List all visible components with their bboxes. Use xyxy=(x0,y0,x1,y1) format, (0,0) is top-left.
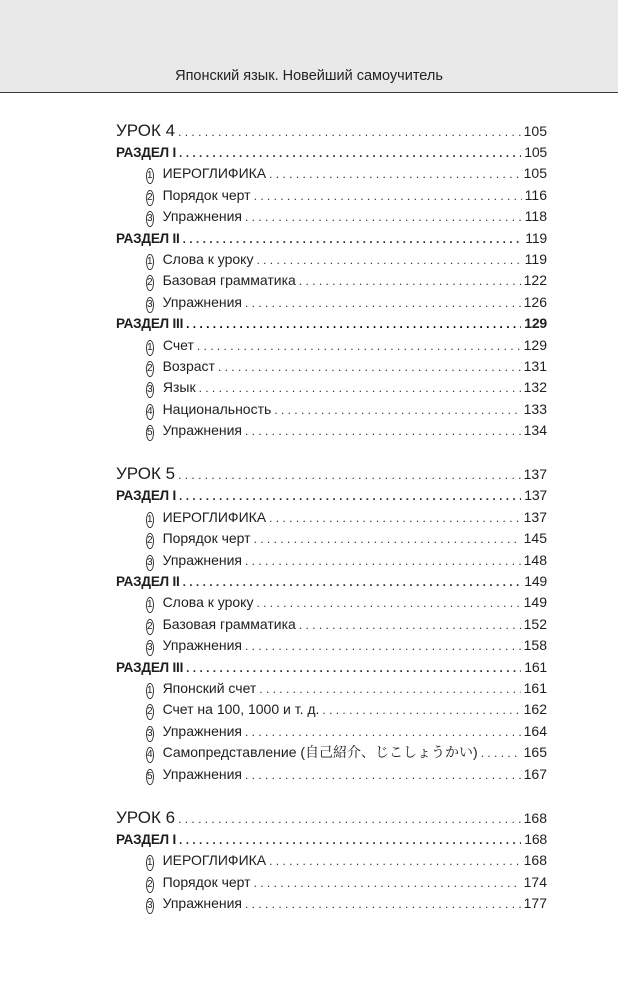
toc-item-row[interactable] xyxy=(116,249,547,270)
toc-section-row[interactable] xyxy=(116,571,547,592)
toc-entry-label: ИЕРОГЛИФИКА xyxy=(163,850,270,871)
toc-entry-label: РАЗДЕЛ III xyxy=(116,657,186,678)
dot-leader xyxy=(269,850,521,871)
dot-leader xyxy=(269,507,521,528)
toc-item-row[interactable] xyxy=(116,399,547,420)
toc-entry-label: РАЗДЕЛ II xyxy=(116,571,183,592)
toc-item-row[interactable] xyxy=(116,893,547,914)
toc-entry-label: Упражнения xyxy=(163,764,245,785)
dot-leader xyxy=(299,270,521,291)
toc-item-row[interactable] xyxy=(116,872,547,893)
dot-leader xyxy=(245,893,521,914)
toc-item-row[interactable] xyxy=(116,742,547,763)
dot-leader xyxy=(186,313,521,334)
dot-leader xyxy=(197,335,521,356)
toc-section-row[interactable] xyxy=(116,228,547,249)
item-number-badge: 1 xyxy=(146,168,154,184)
dot-leader xyxy=(322,699,520,720)
toc-page-number: 158 xyxy=(523,637,547,654)
toc-entry-label: Язык xyxy=(163,377,199,398)
toc-gap xyxy=(116,441,547,462)
toc-item-row[interactable] xyxy=(116,292,547,313)
item-number-badge: 4 xyxy=(146,404,154,420)
toc-page-number: 133 xyxy=(523,400,547,417)
dot-leader xyxy=(183,571,522,592)
toc-page-number: 122 xyxy=(523,272,547,289)
toc-page-number: 174 xyxy=(523,873,547,890)
toc-entry-label: РАЗДЕЛ I xyxy=(116,485,179,506)
toc-item-row[interactable] xyxy=(116,550,547,571)
toc-entry-label: УРОК 5 xyxy=(116,462,178,485)
dot-leader xyxy=(179,142,521,163)
toc-item-row[interactable] xyxy=(116,528,547,549)
item-number-badge: 2 xyxy=(146,361,154,377)
toc-item-row[interactable] xyxy=(116,206,547,227)
dot-leader xyxy=(254,185,522,206)
item-number-badge: 1 xyxy=(146,254,154,270)
item-number-badge: 2 xyxy=(146,619,154,635)
toc-item-row[interactable] xyxy=(116,764,547,785)
toc-item-row[interactable] xyxy=(116,614,547,635)
toc-entry-label: Слова к уроку xyxy=(163,592,257,613)
toc-page-number: 126 xyxy=(523,293,547,310)
toc-page-number: 131 xyxy=(523,357,547,374)
item-number-badge: 2 xyxy=(146,704,154,720)
running-title: Японский язык. Новейший самоучитель xyxy=(175,68,443,84)
dot-leader xyxy=(178,463,521,484)
dot-leader xyxy=(254,872,521,893)
toc-entry-label: Порядок черт xyxy=(163,528,254,549)
toc-page-number: 137 xyxy=(524,487,547,504)
toc-page-number: 129 xyxy=(523,336,547,353)
toc-section-row[interactable] xyxy=(116,485,547,506)
toc-entry-label: Базовая грамматика xyxy=(163,270,299,291)
toc-page-number: 164 xyxy=(523,722,547,739)
toc-entry-label: УРОК 4 xyxy=(116,119,178,142)
toc-page-number: 105 xyxy=(523,123,547,139)
dot-leader xyxy=(274,399,520,420)
toc-lesson-row[interactable] xyxy=(116,806,547,829)
toc-page-number: 168 xyxy=(523,809,547,826)
dot-leader xyxy=(259,678,520,699)
toc-entry-label: РАЗДЕЛ I xyxy=(116,142,179,163)
dot-leader xyxy=(245,764,521,785)
toc-item-row[interactable] xyxy=(116,592,547,613)
toc-item-row[interactable] xyxy=(116,356,547,377)
toc-page-number: 152 xyxy=(523,615,547,632)
toc-page-number: 129 xyxy=(524,315,547,332)
toc-entry-label: УРОК 6 xyxy=(116,806,178,829)
toc-entry-label: ИЕРОГЛИФИКА xyxy=(163,507,270,528)
toc-page-number: 165 xyxy=(523,744,547,761)
item-number-badge: 2 xyxy=(146,877,154,893)
toc-entry-label: Упражнения xyxy=(163,721,245,742)
toc-section-row[interactable] xyxy=(116,313,547,334)
dot-leader xyxy=(245,635,521,656)
item-number-badge: 1 xyxy=(146,855,154,871)
toc-page-number: 162 xyxy=(523,701,547,718)
toc-item-row[interactable] xyxy=(116,420,547,441)
toc-page-number: 145 xyxy=(523,530,547,547)
toc-entry-label: Слова к уроку xyxy=(163,249,257,270)
item-number-badge: 5 xyxy=(146,425,154,441)
toc-page-number: 149 xyxy=(524,573,547,590)
toc-item-row[interactable] xyxy=(116,678,547,699)
dot-leader xyxy=(183,228,523,249)
dot-leader xyxy=(179,829,521,850)
toc-item-row[interactable] xyxy=(116,270,547,291)
toc-page-number: 148 xyxy=(523,551,547,568)
toc-entry-label: Счет на 100, 1000 и т. д. xyxy=(163,699,323,720)
item-number-badge: 4 xyxy=(146,747,154,763)
item-number-badge: 3 xyxy=(146,297,154,313)
toc-entry-label: Возраст xyxy=(163,356,218,377)
toc-page-number: 105 xyxy=(523,165,547,182)
toc-entry-label: РАЗДЕЛ II xyxy=(116,228,183,249)
toc-section-row[interactable] xyxy=(116,657,547,678)
toc-page-number: 118 xyxy=(524,208,547,225)
toc-item-row[interactable] xyxy=(116,699,547,720)
toc-entry-label: Порядок черт xyxy=(163,185,254,206)
toc-page-number: 134 xyxy=(523,422,547,439)
toc-item-row[interactable] xyxy=(116,850,547,871)
dot-leader xyxy=(218,356,521,377)
item-number-badge: 1 xyxy=(146,512,154,528)
dot-leader xyxy=(254,528,521,549)
dot-leader xyxy=(245,420,521,441)
toc-section-row[interactable] xyxy=(116,142,547,163)
item-number-badge: 3 xyxy=(146,898,154,914)
dot-leader xyxy=(179,485,521,506)
dot-leader xyxy=(299,614,521,635)
toc-page-number: 132 xyxy=(523,379,547,396)
item-number-badge: 3 xyxy=(146,640,154,656)
toc-item-row[interactable] xyxy=(116,635,547,656)
toc-page-number: 149 xyxy=(523,594,547,611)
dot-leader xyxy=(178,120,521,141)
item-number-badge: 2 xyxy=(146,275,154,291)
item-number-badge: 3 xyxy=(146,211,154,227)
toc-entry-label: РАЗДЕЛ III xyxy=(116,313,186,334)
item-number-badge: 1 xyxy=(146,683,154,699)
dot-leader xyxy=(481,742,521,763)
dot-leader xyxy=(178,807,521,828)
dot-leader xyxy=(186,657,521,678)
toc-entry-label: Упражнения xyxy=(163,550,245,571)
dot-leader xyxy=(245,292,521,313)
toc-page-number: 161 xyxy=(523,679,547,696)
item-number-badge: 2 xyxy=(146,190,154,206)
toc-entry-label: Базовая грамматика xyxy=(163,614,299,635)
toc-item-row[interactable] xyxy=(116,507,547,528)
toc-page-number: 137 xyxy=(523,466,547,483)
dot-leader xyxy=(245,206,522,227)
dot-leader xyxy=(256,249,521,270)
dot-leader xyxy=(256,592,520,613)
toc-page-number: 167 xyxy=(523,765,547,782)
toc-page-number: 137 xyxy=(523,508,547,525)
item-number-badge: 1 xyxy=(146,597,154,613)
item-number-badge: 2 xyxy=(146,533,154,549)
dot-leader xyxy=(199,377,521,398)
item-number-badge: 5 xyxy=(146,769,154,785)
toc-page-number: 105 xyxy=(524,144,547,160)
toc-entry-label: Самопредставление (自己紹介、じこしょうかい) xyxy=(163,742,481,763)
toc-item-row[interactable] xyxy=(116,185,547,206)
toc-entry-label: Японский счет xyxy=(163,678,260,699)
toc-entry-label: ИЕРОГЛИФИКА xyxy=(163,163,270,184)
toc-page-number: 161 xyxy=(524,658,547,675)
toc-gap xyxy=(116,785,547,806)
toc-lesson-row[interactable] xyxy=(116,119,547,142)
toc-entry-label: Упражнения xyxy=(163,206,245,227)
dot-leader xyxy=(245,721,521,742)
item-number-badge: 3 xyxy=(146,726,154,742)
toc-entry-label: РАЗДЕЛ I xyxy=(116,829,179,850)
toc-item-row[interactable] xyxy=(116,721,547,742)
toc-page-number: 168 xyxy=(524,830,547,847)
item-number-badge: 3 xyxy=(146,555,154,571)
toc-page-number: 119 xyxy=(524,250,547,267)
dot-leader xyxy=(245,550,521,571)
toc-section-row[interactable] xyxy=(116,829,547,850)
toc-entry-label: Упражнения xyxy=(163,893,245,914)
toc-entry-label: Упражнения xyxy=(163,420,245,441)
toc-entry-label: Порядок черт xyxy=(163,872,254,893)
toc-lesson-row[interactable] xyxy=(116,462,547,485)
toc-page-number: 177 xyxy=(523,895,547,912)
toc-page-number: 119 xyxy=(525,229,547,246)
toc-item-row[interactable] xyxy=(116,163,547,184)
table-of-contents xyxy=(116,119,547,915)
toc-entry-label: Национальность xyxy=(163,399,275,420)
toc-page-number: 116 xyxy=(524,186,547,203)
toc-entry-label: Упражнения xyxy=(163,292,245,313)
toc-item-row[interactable] xyxy=(116,335,547,356)
toc-entry-label: Упражнения xyxy=(163,635,245,656)
item-number-badge: 1 xyxy=(146,340,154,356)
dot-leader xyxy=(269,163,521,184)
toc-page-number: 168 xyxy=(523,852,547,869)
toc-item-row[interactable] xyxy=(116,377,547,398)
item-number-badge: 3 xyxy=(146,382,154,398)
toc-entry-label: Счет xyxy=(163,335,197,356)
